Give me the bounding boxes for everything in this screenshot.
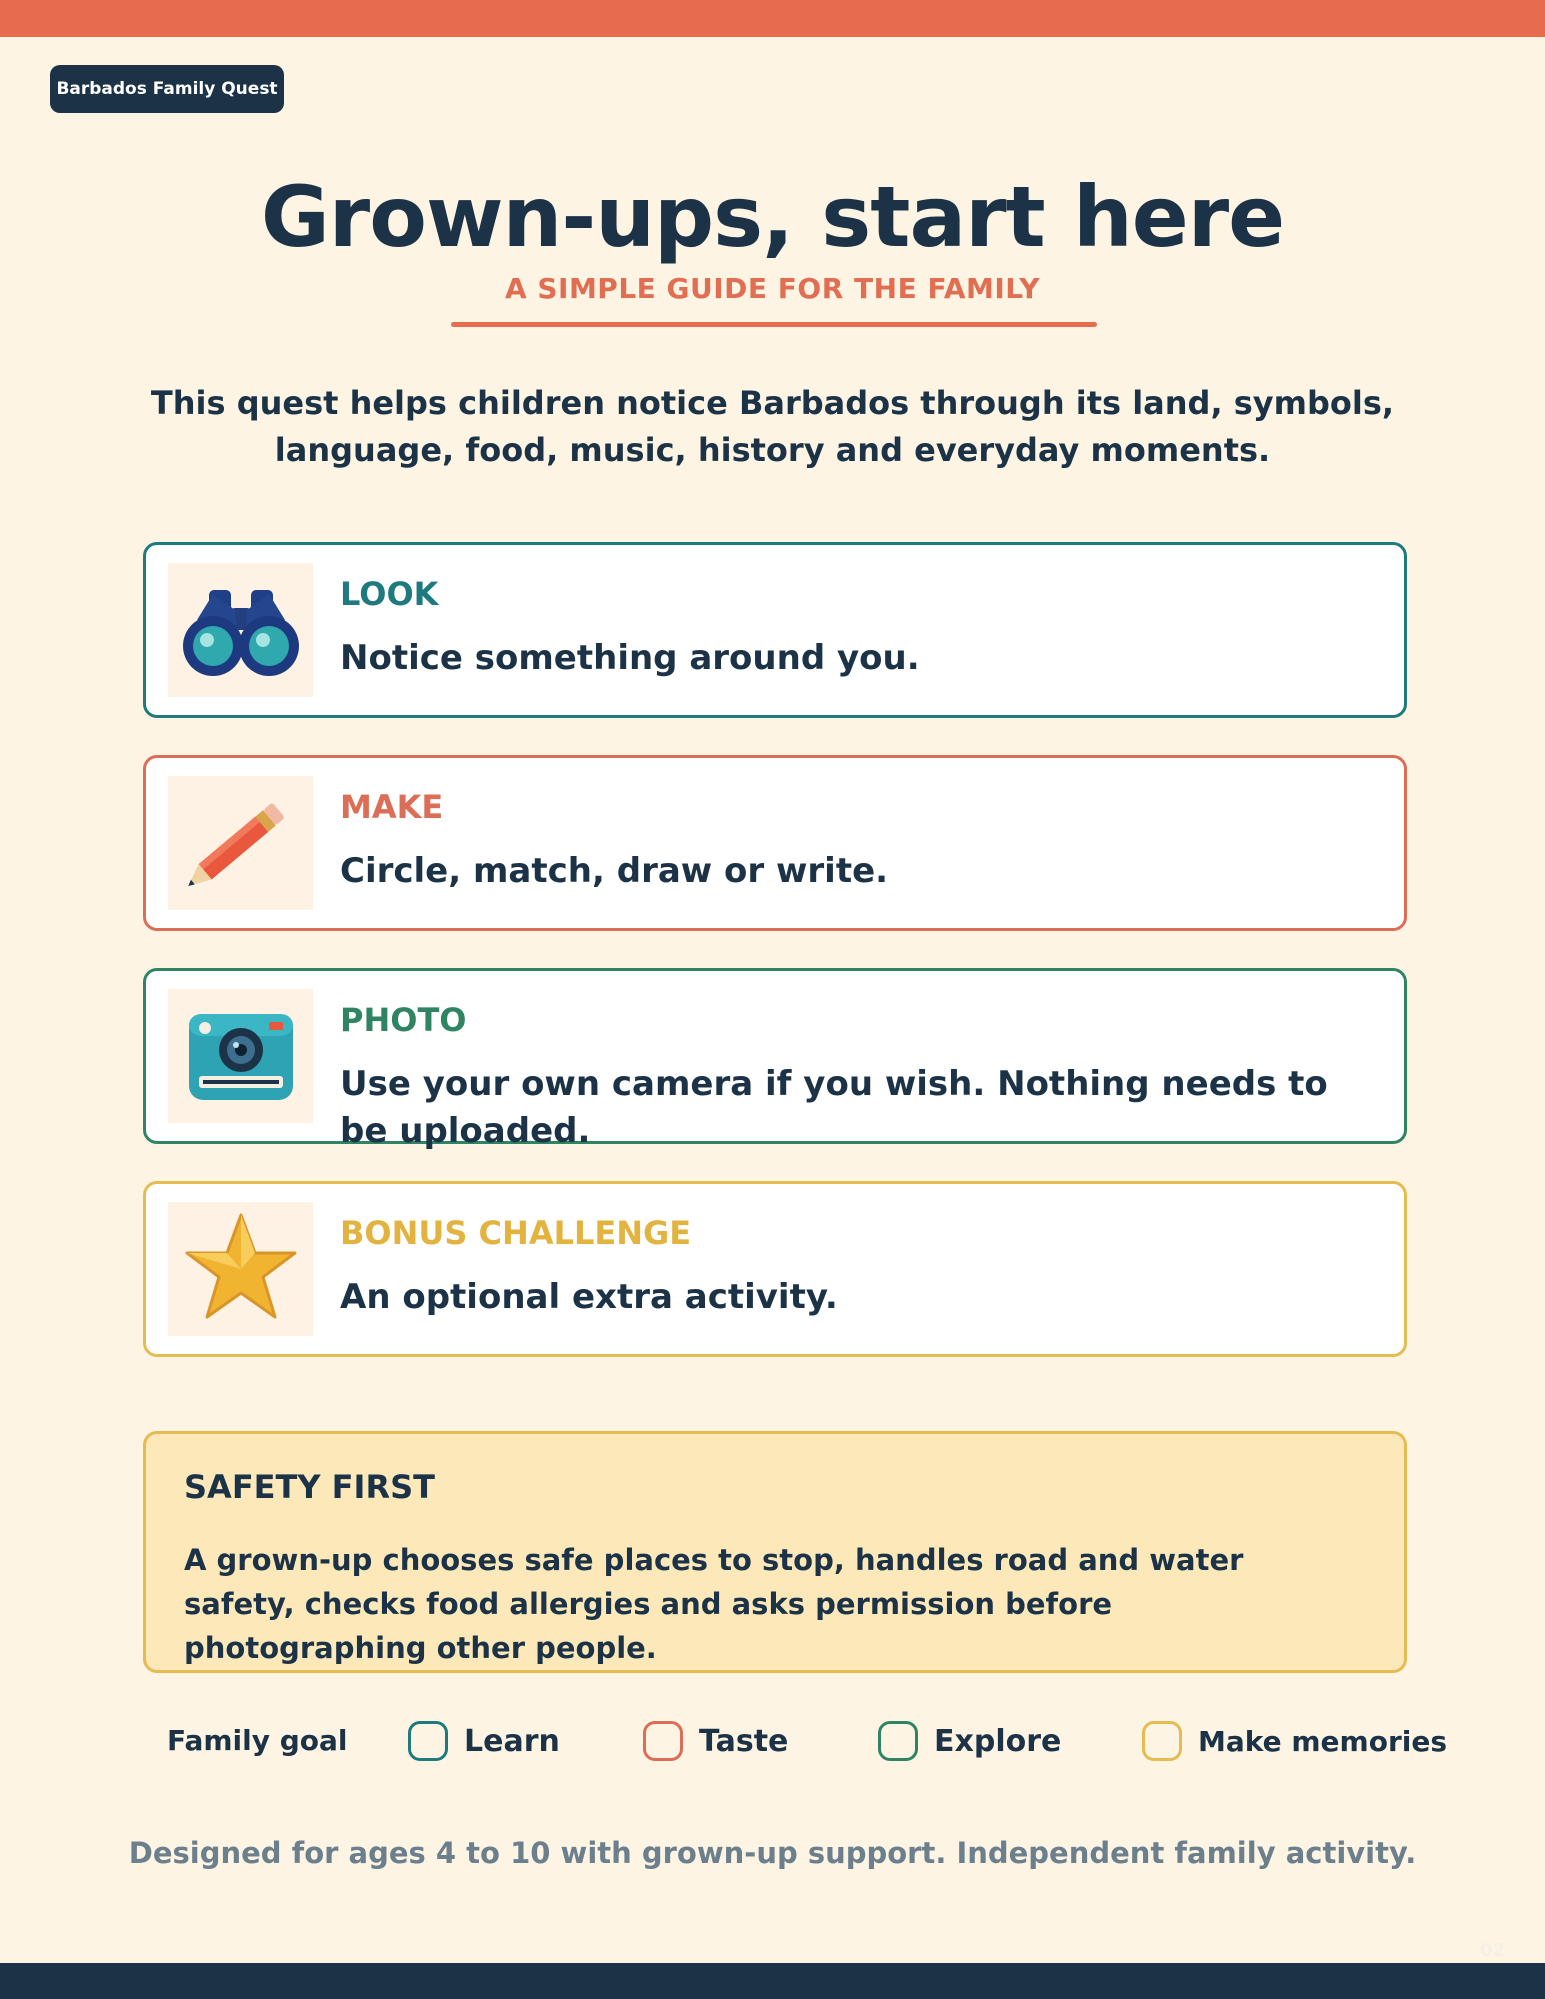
subtitle-underline (451, 322, 1097, 327)
checkbox-make-memories[interactable] (1142, 1721, 1182, 1761)
safety-callout (143, 1431, 1407, 1673)
card-title: BONUS CHALLENGE (340, 1214, 692, 1252)
brand-badge: Barbados Family Quest (50, 65, 284, 113)
card-text: Use your own camera if you wish. Nothing needs to be uploaded. (340, 1064, 1328, 1151)
checkbox-learn[interactable] (408, 1721, 448, 1761)
pencil-icon (168, 776, 313, 910)
checkbox-taste[interactable] (643, 1721, 683, 1761)
checkbox-explore[interactable] (878, 1721, 918, 1761)
family-goal-label: Family goal (167, 1724, 348, 1757)
card-title: PHOTO (340, 1001, 467, 1039)
goal-option-label: Taste (699, 1723, 789, 1759)
goal-option-make-memories[interactable] (1142, 1716, 1447, 1766)
card-text: Notice something around you. (340, 638, 920, 678)
goal-option-label: Make memories (1198, 1724, 1448, 1758)
card-text: An optional extra activity. (340, 1277, 838, 1317)
camera-icon (168, 989, 313, 1123)
goal-option-explore[interactable] (878, 1716, 1061, 1766)
card-make (143, 755, 1407, 931)
star-icon (168, 1202, 313, 1336)
page-number: 02 (1479, 1940, 1505, 1961)
card-text: Circle, match, draw or write. (340, 851, 889, 891)
safety-title: SAFETY FIRST (184, 1468, 435, 1506)
goal-option-taste[interactable] (643, 1716, 788, 1766)
top-accent-bar (0, 0, 1545, 37)
footer-note: Designed for ages 4 to 10 with grown-up support. Independent family activity. (128, 1836, 1417, 1870)
page-subtitle: A SIMPLE GUIDE FOR THE FAMILY (504, 272, 1041, 305)
card-title: LOOK (340, 575, 439, 613)
card-look (143, 542, 1407, 718)
card-title: MAKE (340, 788, 444, 826)
goal-option-label: Explore (934, 1723, 1062, 1759)
safety-text: A grown-up chooses safe places to stop, handles road and water safety, checks food allergies and asks permission before photographing other people. (184, 1543, 1244, 1665)
goal-option-label: Learn (464, 1723, 560, 1759)
intro-paragraph: This quest helps children notice Barbados through its land, symbols, language, food, music, history and everyday moments. (150, 384, 1395, 469)
card-bonus-challenge (143, 1181, 1407, 1357)
binoculars-icon (168, 563, 313, 697)
bottom-bar (0, 1963, 1545, 1999)
card-photo (143, 968, 1407, 1151)
goal-option-learn[interactable] (408, 1716, 560, 1766)
page-title: Grown-ups, start here (260, 168, 1285, 266)
